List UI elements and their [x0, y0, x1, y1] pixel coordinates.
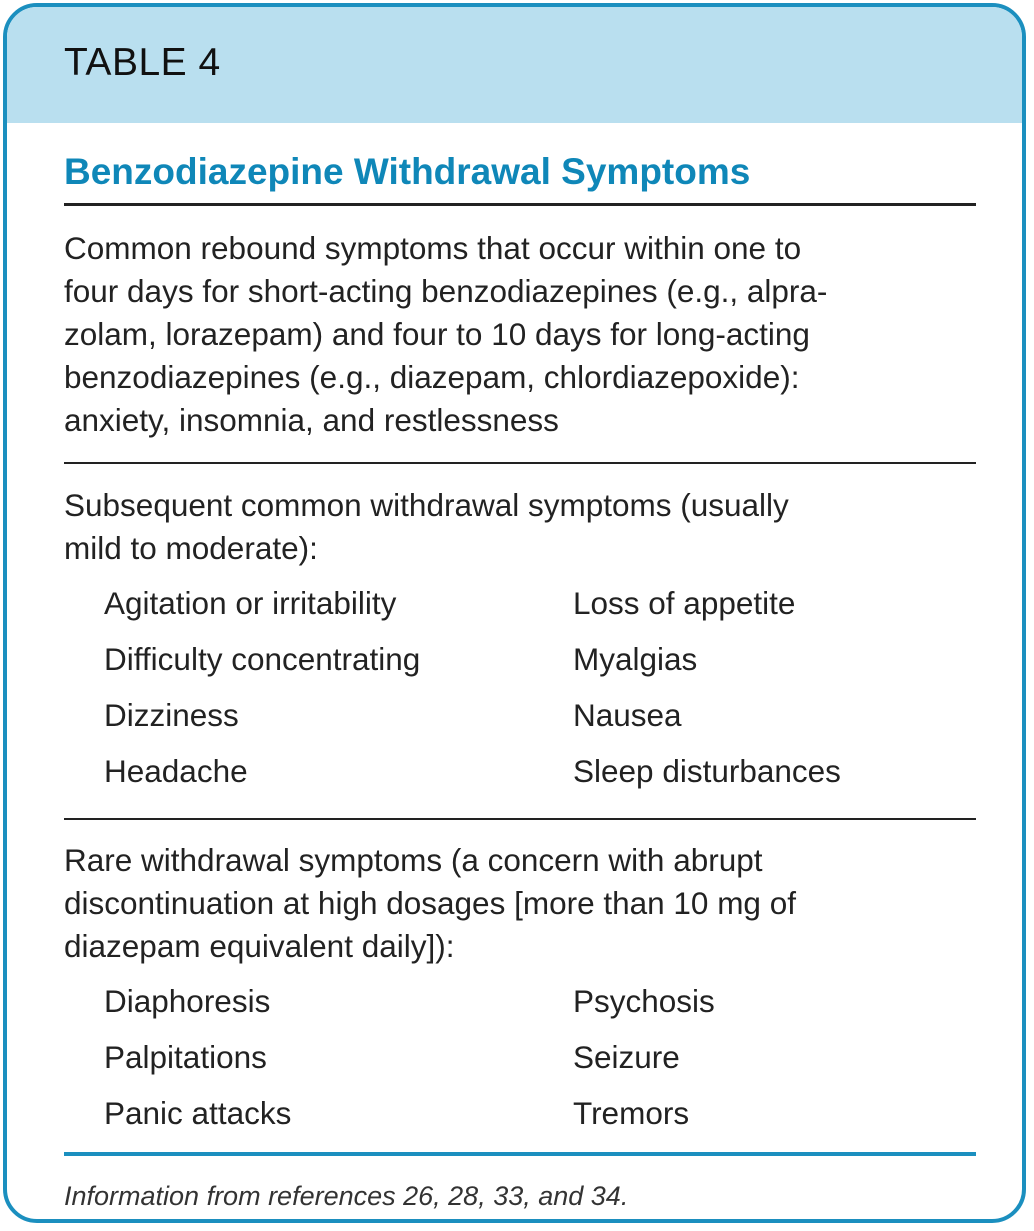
rebound-section	[64, 206, 976, 464]
rebound-line: benzodiazepines (e.g., diazepam, chlordiazepoxide):	[64, 359, 800, 395]
rebound-line: anxiety, insomnia, and restlessness	[64, 402, 559, 438]
rebound-line: zolam, lorazepam) and four to 10 days for long-acting	[64, 316, 810, 352]
symptom-item: Seizure	[573, 1039, 680, 1075]
common-symptoms-list	[64, 575, 976, 799]
source-footnote: Information from references 26, 28, 33, and 34.	[64, 1181, 629, 1211]
symptom-item: Dizziness	[104, 697, 239, 733]
rebound-line: four days for short-acting benzodiazepines (e.g., alpra-	[64, 273, 828, 309]
table-label: TABLE 4	[64, 41, 221, 84]
table-content	[64, 123, 976, 1214]
symptom-item: Nausea	[573, 697, 682, 733]
rare-symptoms-intro-line: discontinuation at high dosages [more than 10 mg of	[64, 885, 796, 921]
rebound-line: Common rebound symptoms that occur within one to	[64, 230, 802, 266]
symptom-item: Loss of appetite	[573, 585, 796, 621]
symptom-item: Diaphoresis	[104, 983, 271, 1019]
rare-symptoms-intro-line: Rare withdrawal symptoms (a concern with abrupt	[64, 842, 763, 878]
symptom-item: Agitation or irritability	[104, 585, 397, 621]
symptom-item: Palpitations	[104, 1039, 267, 1075]
symptom-item: Difficulty concentrating	[104, 641, 421, 677]
table-card	[3, 3, 1026, 1223]
common-symptoms-intro-line: Subsequent common withdrawal symptoms (usually	[64, 487, 789, 523]
rare-symptoms-list	[64, 973, 976, 1141]
table-title: Benzodiazepine Withdrawal Symptoms	[64, 123, 976, 206]
header-band	[7, 7, 1022, 123]
symptom-item: Panic attacks	[104, 1095, 292, 1131]
symptom-item: Tremors	[573, 1095, 690, 1131]
rare-symptoms-section	[64, 820, 976, 1156]
symptom-item: Psychosis	[573, 983, 715, 1019]
symptom-item: Headache	[104, 753, 248, 789]
rare-symptoms-intro-line: diazepam equivalent daily]):	[64, 928, 455, 964]
common-symptoms-section	[64, 464, 976, 820]
common-symptoms-intro-line: mild to moderate):	[64, 530, 318, 566]
symptom-item: Myalgias	[573, 641, 698, 677]
symptom-item: Sleep disturbances	[573, 753, 841, 789]
